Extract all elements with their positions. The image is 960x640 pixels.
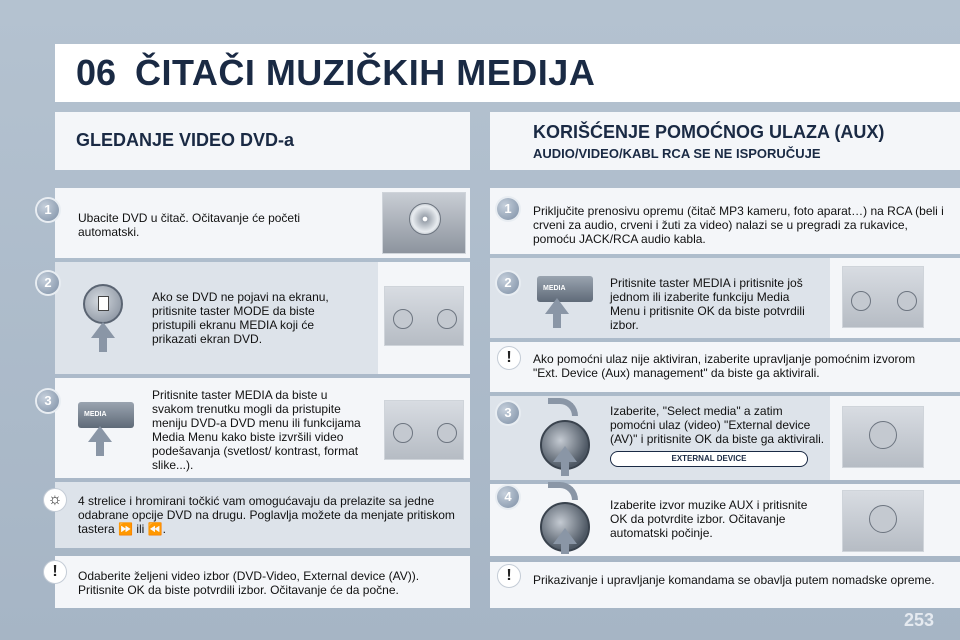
- page-number: 253: [904, 610, 935, 630]
- exclamation-icon: !: [497, 346, 521, 370]
- radio-unit-image: [842, 266, 924, 328]
- arrow-stem: [99, 338, 107, 352]
- knob-icon: [393, 309, 413, 329]
- right-section-subtitle: AUDIO/VIDEO/KABL RCA SE NE ISPORUČUJE: [533, 146, 821, 161]
- radio-unit-image: [842, 406, 924, 468]
- step-badge: 2: [37, 272, 59, 294]
- knob-icon: [851, 291, 871, 311]
- arrow-stem: [553, 314, 561, 328]
- radio-unit-image: [384, 400, 464, 460]
- knob-icon: [437, 309, 457, 329]
- knob-icon: [437, 423, 457, 443]
- arrow-up-icon: [553, 446, 577, 462]
- right-section-title: KORIŠĆENJE POMOĆNOG ULAZA (AUX): [533, 122, 885, 142]
- left-warning-text: Odaberite željeni video izbor (DVD-Video, External device (AV)). Pritisnite OK da biste potvrdili izbor. Očitavanje će da počne.: [78, 569, 420, 597]
- left-step-1-text: Ubacite DVD u čitač. Očitavanje će početi automatski.: [78, 211, 301, 239]
- arrow-stem: [96, 442, 104, 456]
- dvd-disc-icon: [409, 203, 441, 235]
- arrow-up-icon: [553, 528, 577, 544]
- right-step-4-text: Izaberite izvor muzike AUX i pritisnite OK da potvrdite izbor. Očitavanje automatski počinje.: [610, 498, 808, 540]
- step-badge: 1: [497, 198, 519, 220]
- knob-icon: [869, 505, 897, 533]
- left-tip-text: 4 strelice i hromirani točkić vam omogućavaju da prelazite sa jedne odabrane opcije DVD na drugu. Poglavlja možete da menjate pritiskom tastera ⏩ ili ⏪.: [78, 494, 455, 536]
- page-title: ČITAČI MUZIČKIH MEDIJA: [135, 52, 596, 93]
- step-badge: 3: [497, 402, 519, 424]
- back-icon: ⏪: [147, 522, 163, 536]
- knob-icon: [393, 423, 413, 443]
- right-notice-text: Ako pomoćni ulaz nije aktiviran, izaberite upravljanje pomoćnim izvorom "Ext. Device (Aux) management" da biste ga aktivirali.: [533, 352, 916, 380]
- arrow-stem: [561, 544, 569, 554]
- forward-icon: ⏩: [118, 522, 133, 536]
- arrow-up-icon: [545, 298, 569, 314]
- left-step-3-text: Pritisnite taster MEDIA da biste u svakom trenutku mogli da pristupite meniju DVD-a DVD menu ili funkcijama Media Menu kako biste izvršili video podešavanja (svetlost/ kontrast, format slike...).: [152, 388, 361, 472]
- radio-unit-image: [842, 490, 924, 552]
- media-button-icon: MEDIA: [537, 276, 593, 302]
- mode-button-icon: [83, 284, 123, 324]
- left-section-title: GLEDANJE VIDEO DVD-a: [76, 130, 295, 150]
- exclamation-icon: !: [497, 564, 521, 588]
- media-button-icon: MEDIA: [78, 402, 134, 428]
- right-warning-text: Prikazivanje i upravljanje komandama se obavlja putem nomadske opreme.: [533, 573, 935, 587]
- radio-unit-image: [384, 286, 464, 346]
- knob-icon: [869, 421, 897, 449]
- chapter-number: 06: [76, 52, 117, 93]
- sun-icon: ☼: [43, 488, 67, 512]
- exclamation-icon: !: [43, 560, 67, 584]
- arrow-stem: [561, 462, 569, 476]
- step-badge: 4: [497, 486, 519, 508]
- left-step-2-text: Ako se DVD ne pojavi na ekranu, pritisnite taster MODE da biste pristupili ekranu MEDIA koji će prikazati ekran DVD.: [152, 290, 329, 346]
- dvd-player-image: [382, 192, 466, 254]
- document-icon: [98, 296, 109, 311]
- right-step-1-text: Priključite prenosivu opremu (čitač MP3 kameru, foto aparat…) na RCA (beli i crveni za audio, crveni i žuti za video) nalazi se u pregradi za rukavice, pomoću JACK/RCA audio kabla.: [533, 204, 944, 246]
- step-badge: 1: [37, 199, 59, 221]
- step-badge: 3: [37, 390, 59, 412]
- right-step-2-text: Pritisnite taster MEDIA i pritisnite još jednom ili izaberite funkciju Media Menu i pritisnite OK da biste potvrdili izbor.: [610, 276, 805, 332]
- arrow-up-icon: [88, 426, 112, 442]
- arrow-up-icon: [91, 322, 115, 338]
- step-badge: 2: [497, 272, 519, 294]
- knob-icon: [897, 291, 917, 311]
- right-step-3-text: Izaberite, "Select media" a zatim pomoćni ulaz (video) "External device (AV)" i pritisnite OK da biste ga aktivirali.: [610, 404, 825, 446]
- external-device-button: EXTERNAL DEVICE: [610, 451, 808, 467]
